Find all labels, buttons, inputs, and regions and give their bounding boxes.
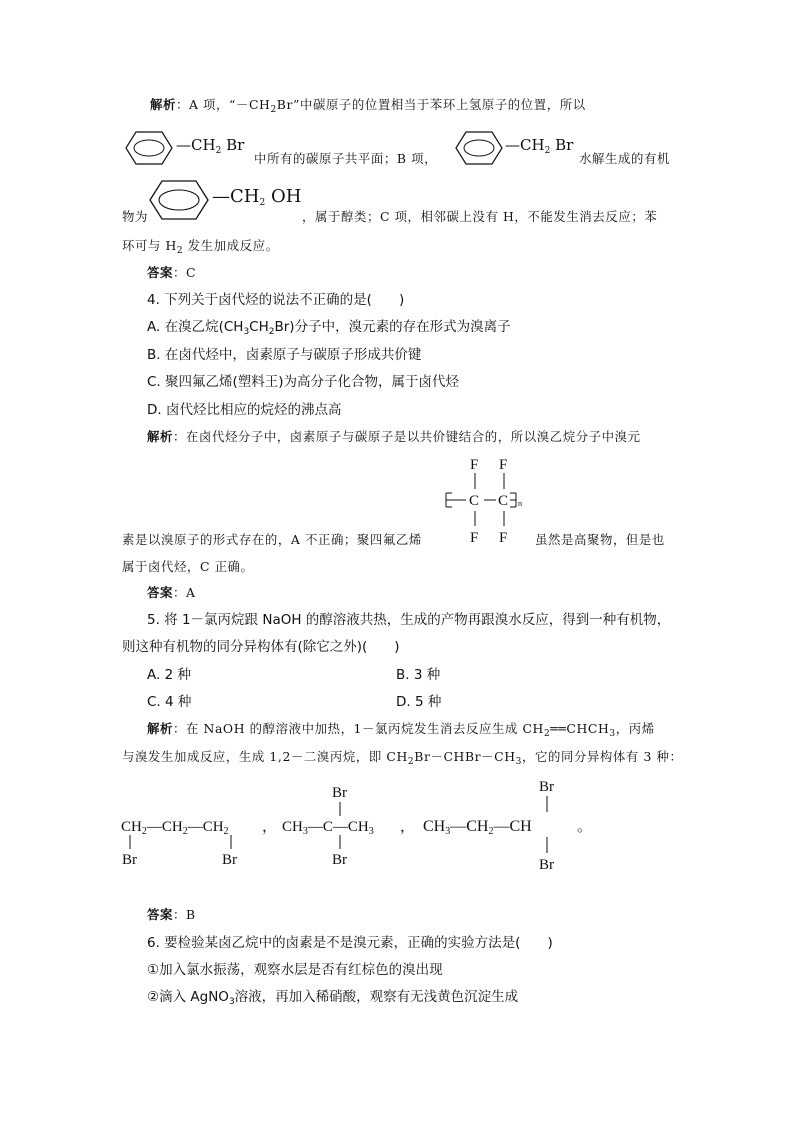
q4-option-a: A. 在溴乙烷$(CH_3CH_2Br)$分子中，溴元素的存在形式为溴离子 bbox=[147, 319, 511, 337]
q4-analysis-line3: 属于卤代烃，C 正确。 bbox=[122, 559, 254, 574]
svg-text:Br: Br bbox=[222, 852, 237, 868]
q4-analysis-line2b: 虽然是高聚物，但是也 bbox=[535, 532, 665, 547]
q5-stem-2: 则这种有机物的同分异构体有(除它之外)( ) bbox=[122, 639, 400, 655]
benzyl-bromide-structure-1 bbox=[126, 132, 172, 164]
svg-text:Br: Br bbox=[332, 852, 347, 868]
comma-2: ， bbox=[400, 819, 416, 835]
isomer-2 bbox=[282, 785, 374, 868]
isomer-1 bbox=[121, 819, 237, 868]
q3-analysis-line4: 环可与 $H_2$ 发生加成反应。 bbox=[122, 238, 279, 256]
period: 。 bbox=[577, 819, 593, 835]
svg-text:Br: Br bbox=[332, 785, 347, 801]
ptfe-f4: F bbox=[499, 530, 508, 546]
q6-item-1: ①加入氯水振荡，观察水层是否有红棕色的溴出现 bbox=[147, 962, 443, 978]
q3-analysis-line3b: ，属于醇类；C 项，相邻碳上没有 H，不能发生消去反应；苯 bbox=[302, 209, 658, 224]
q3-analysis-line2b: 水解生成的有机 bbox=[579, 151, 670, 166]
q4-option-b: B. 在卤代烃中，卤素原子与碳原子形成共价键 bbox=[147, 347, 422, 363]
q6-stem: 6. 要检验某卤乙烷中的卤素是不是溴元素，正确的实验方法是( ) bbox=[147, 935, 553, 951]
q4-answer: 答案：A bbox=[147, 585, 196, 600]
ptfe-f1: F bbox=[470, 457, 479, 473]
q4-stem: 4. 下列关于卤代烃的说法不正确的是( ) bbox=[147, 292, 405, 308]
comma-1: ， bbox=[262, 819, 278, 835]
q5-analysis-line2: 与溴发生加成反应，生成 1,2－二溴丙烷，即 $CH_2Br-CHBr-CH_3$，它的同分异构体有 3 种： bbox=[122, 749, 683, 767]
q3-answer: 答案：C bbox=[147, 265, 197, 280]
ptfe-f3: F bbox=[470, 530, 479, 546]
svg-text:Br: Br bbox=[539, 857, 554, 873]
q6-item-2: ②滴入 AgNO$_3$溶液，再加入稀硝酸，观察有无浅黄色沉淀生成 bbox=[147, 989, 519, 1007]
q3-analysis-line3a: 物为 bbox=[122, 209, 148, 224]
q5-answer: 答案：B bbox=[147, 907, 196, 922]
analysis-label: 解析 bbox=[150, 97, 176, 112]
mol-label-ch2br-2: $—CH_2$ Br bbox=[505, 136, 574, 156]
q5-analysis-line1: 解析：在 NaOH 的醇溶液中加热，1－氯丙烷发生消去反应生成 $CH_2══CHCH_3$，丙烯 bbox=[147, 721, 655, 739]
isomer-structures bbox=[121, 779, 592, 873]
q5-stem-1: 5. 将 1－氯丙烷跟 NaOH 的醇溶液共热，生成的产物再跟溴水反应，得到一种有机物， bbox=[147, 612, 671, 628]
q4-analysis-line2a: 素是以溴原子的形式存在的，A 不正确；聚四氟乙烯 bbox=[122, 532, 422, 547]
ptfe-c2: C bbox=[498, 493, 509, 509]
q5-option-c: C. 4 种 bbox=[147, 694, 192, 710]
q4-option-c: C. 聚四氟乙烯(塑料王)为高分子化合物，属于卤代烃 bbox=[147, 374, 460, 390]
q4-option-d: D. 卤代烃比相应的烷烃的沸点高 bbox=[147, 402, 342, 418]
ptfe-f2: F bbox=[499, 457, 508, 473]
q4-analysis-line1: 解析：在卤代烃分子中，卤素原子与碳原子是以共价键结合的，所以溴乙烷分子中溴元 bbox=[147, 429, 641, 444]
q5-option-b: B. 3 种 bbox=[396, 667, 441, 683]
svg-text:CH2—CH2—CH2: $CH_2—CH_2—CH_2$ bbox=[121, 819, 229, 837]
isomer-3 bbox=[423, 779, 554, 873]
svg-text:CH3—C—CH3: $CH_3—C—CH_3$ bbox=[282, 819, 374, 837]
q3-analysis-line2a: 中所有的碳原子共平面；B 项， bbox=[254, 151, 438, 166]
ptfe-c1: C bbox=[469, 493, 480, 509]
svg-text:Br: Br bbox=[122, 852, 137, 868]
svg-text:CH3—CH2—CH: CH3—CH2—CH bbox=[423, 818, 532, 837]
mol-label-ch2oh: $—CH_2$ OH bbox=[212, 186, 302, 208]
q5-option-a: A. 2 种 bbox=[147, 667, 191, 683]
q3-analysis-line1: 解析：A 项，“$-CH_2Br$”中碳原子的位置相当于苯环上氢原子的位置，所以 bbox=[150, 97, 586, 115]
mol-label-ch2br-1: $—CH_2$ Br bbox=[176, 136, 245, 156]
ptfe-n: n bbox=[518, 499, 522, 508]
svg-text:Br: Br bbox=[539, 779, 554, 795]
benzyl-bromide-structure-2 bbox=[456, 132, 502, 164]
q5-option-d: D. 5 种 bbox=[396, 694, 442, 710]
benzyl-alcohol-structure bbox=[150, 181, 208, 219]
ptfe-structure bbox=[446, 457, 522, 546]
